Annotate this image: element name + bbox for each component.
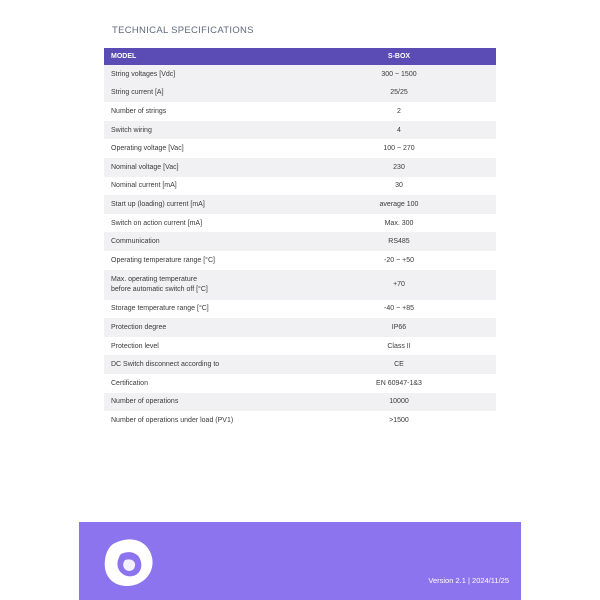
row-label: Switch on action current [mA] bbox=[111, 219, 203, 227]
row-label: Communication bbox=[104, 232, 302, 251]
table-row bbox=[104, 355, 496, 374]
row-value: Max. 300 bbox=[384, 219, 414, 227]
row-label: Operating temperature range [°C] bbox=[111, 256, 215, 264]
row-value: EN 60947-1&3 bbox=[376, 379, 422, 387]
table-row bbox=[104, 214, 496, 233]
table-header-row bbox=[104, 48, 496, 65]
rounded-triangle-logo-icon bbox=[101, 534, 157, 590]
row-value: average 100 bbox=[302, 195, 496, 214]
row-value: 2 bbox=[397, 107, 401, 115]
row-label: Start up (loading) current [mA] bbox=[104, 195, 302, 214]
footer-band bbox=[79, 522, 521, 600]
version-text: Version 2.1 | 2024/11/25 bbox=[428, 576, 509, 585]
row-value: +70 bbox=[302, 270, 496, 300]
table-row bbox=[104, 121, 496, 140]
table-row bbox=[104, 139, 496, 158]
row-value: IP66 bbox=[302, 318, 496, 337]
table-row bbox=[104, 411, 496, 430]
row-label: Number of operations under load (PV1) bbox=[111, 416, 234, 424]
table-row bbox=[104, 158, 496, 177]
row-value: 25/25 bbox=[302, 84, 496, 103]
table-row bbox=[104, 84, 496, 103]
row-label bbox=[104, 270, 302, 300]
table-row bbox=[104, 177, 496, 196]
row-label: String current [A] bbox=[104, 84, 302, 103]
row-value: 10000 bbox=[302, 393, 496, 412]
table-row bbox=[104, 300, 496, 319]
row-value: -40 ~ +85 bbox=[384, 305, 414, 313]
row-label: Switch wiring bbox=[104, 121, 302, 140]
table-row bbox=[104, 374, 496, 393]
row-label: Protection degree bbox=[104, 318, 302, 337]
row-label: String voltages [Vdc] bbox=[104, 65, 302, 84]
row-value: >1500 bbox=[389, 416, 409, 424]
table-row bbox=[104, 270, 496, 300]
row-value: RS485 bbox=[302, 232, 496, 251]
row-value: 300 ~ 1500 bbox=[302, 65, 496, 84]
column-header-sbox: S-BOX bbox=[302, 48, 496, 65]
table-row bbox=[104, 102, 496, 121]
row-value: 100 ~ 270 bbox=[383, 145, 415, 153]
column-header-model: MODEL bbox=[104, 48, 302, 65]
row-value: 4 bbox=[302, 121, 496, 140]
row-label: Protection level bbox=[111, 342, 159, 350]
row-value: -20 ~ +50 bbox=[384, 256, 414, 264]
row-label: Certification bbox=[111, 379, 148, 387]
specs-table bbox=[104, 48, 496, 430]
spec-sheet-page bbox=[79, 0, 521, 600]
row-value: 30 bbox=[395, 182, 403, 190]
row-label: Nominal voltage [Vac] bbox=[104, 158, 302, 177]
row-label: DC Switch disconnect according to bbox=[104, 355, 302, 374]
table-row bbox=[104, 318, 496, 337]
table-row bbox=[104, 65, 496, 84]
row-value: Class II bbox=[387, 342, 411, 350]
row-label: Nominal current [mA] bbox=[111, 182, 177, 190]
row-label: Number of operations bbox=[104, 393, 302, 412]
section-title: TECHNICAL SPECIFICATIONS bbox=[112, 25, 254, 36]
row-label-line2: before automatic switch off [°C] bbox=[111, 285, 208, 293]
row-value: 230 bbox=[302, 158, 496, 177]
table-row bbox=[104, 337, 496, 356]
row-label: Storage temperature range [°C] bbox=[111, 305, 209, 313]
row-value: CE bbox=[302, 355, 496, 374]
row-label-line1: Max. operating temperature bbox=[111, 275, 197, 283]
table-row bbox=[104, 232, 496, 251]
table-row bbox=[104, 195, 496, 214]
row-label: Operating voltage [Vac] bbox=[111, 145, 184, 153]
table-row bbox=[104, 393, 496, 412]
table-row bbox=[104, 251, 496, 270]
row-label: Number of strings bbox=[111, 107, 167, 115]
